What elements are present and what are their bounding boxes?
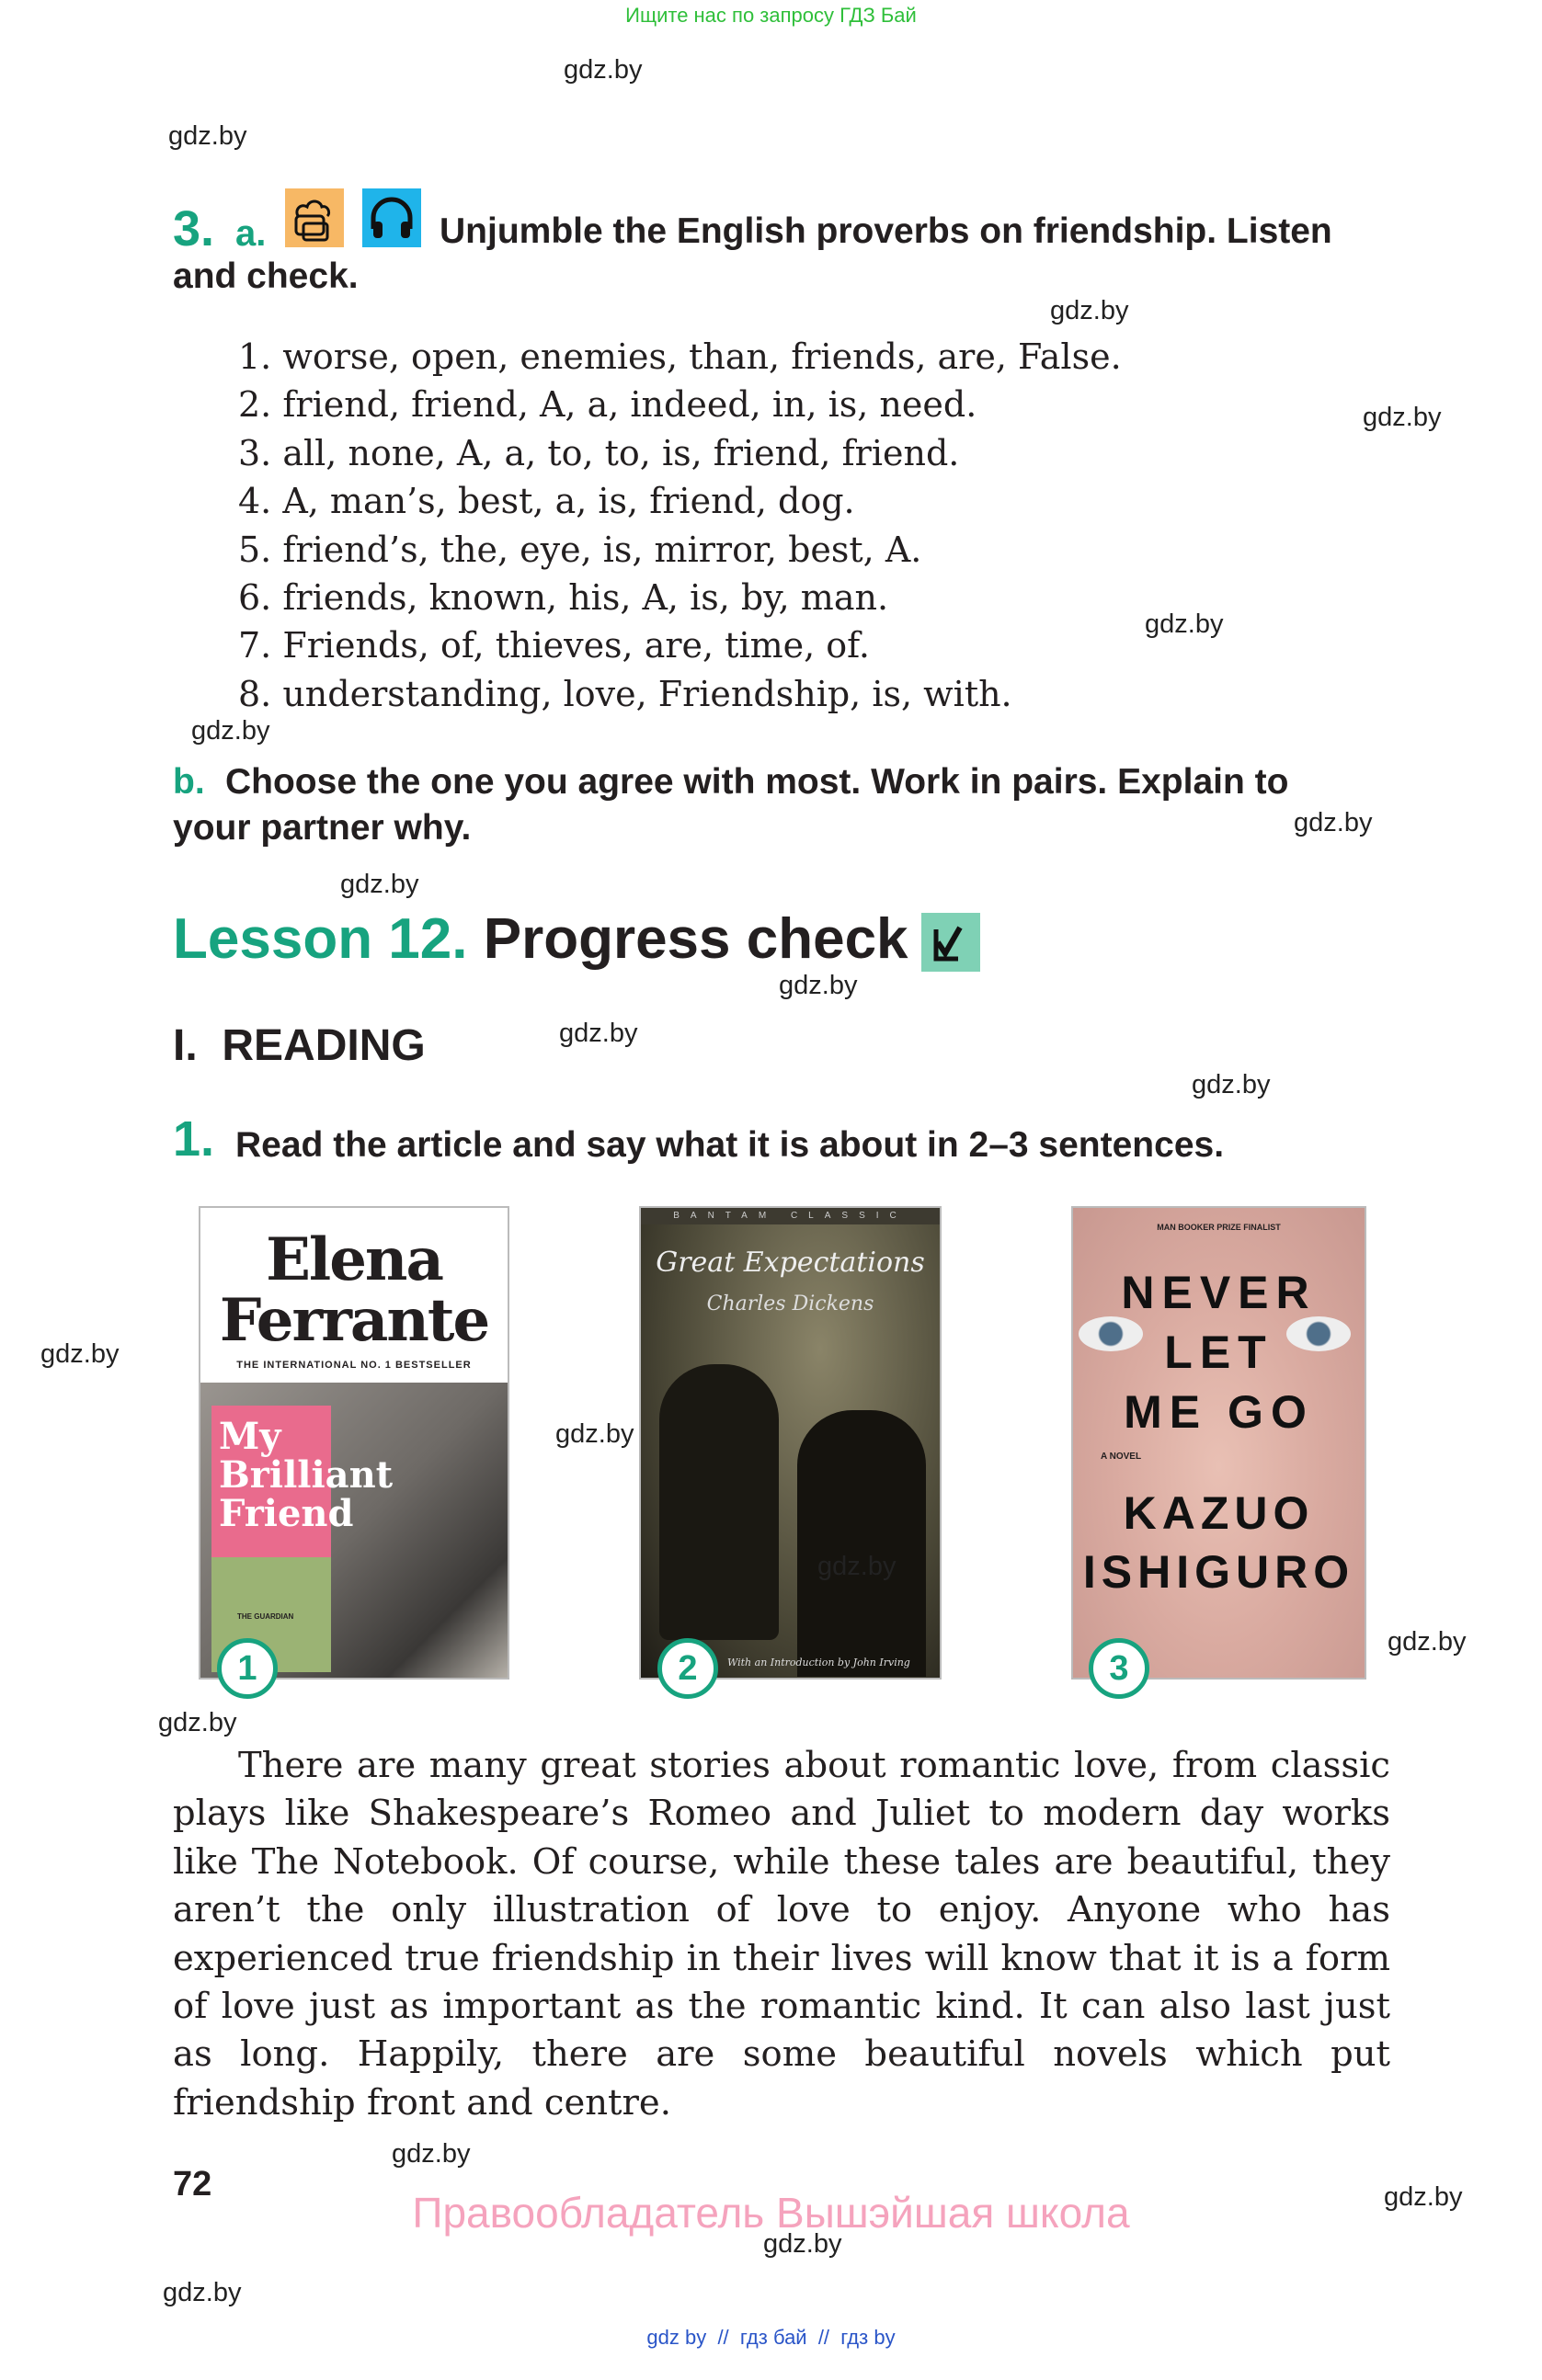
lesson-number: Lesson 12. xyxy=(173,907,468,971)
book-cover-never-let-me-go xyxy=(1071,1206,1366,1680)
book-label: A NOVEL xyxy=(1101,1452,1142,1462)
watermark: gdz.by xyxy=(340,870,419,899)
task3-instruction-line1: Unjumble the English proverbs on friendship. Listen xyxy=(440,211,1332,251)
book-number-badge: 2 xyxy=(657,1638,718,1699)
task3-instruction-line2: and check. xyxy=(173,256,359,296)
book-author: Charles Dickens xyxy=(706,1292,874,1315)
watermark: gdz.by xyxy=(163,2278,242,2307)
task3b-line2: your partner why. xyxy=(173,808,472,848)
list-item: 4. A, man’s, best, a, is, friend, dog. xyxy=(238,481,855,522)
book-series: BANTAM CLASSIC xyxy=(641,1208,940,1224)
book-number-badge: 3 xyxy=(1089,1638,1149,1699)
book-top-label: MAN BOOKER PRIZE FINALIST xyxy=(1157,1223,1281,1232)
proverb-list xyxy=(238,333,1122,718)
lesson-title: Progress check xyxy=(483,907,908,971)
book-title: Brilliant xyxy=(219,1453,394,1497)
watermark: gdz.by xyxy=(817,1552,897,1581)
watermark: gdz.by xyxy=(168,121,247,151)
watermark: gdz.by xyxy=(1363,403,1442,432)
watermark: gdz.by xyxy=(1145,609,1224,639)
book-author: KAZUO xyxy=(1123,1487,1315,1539)
book-author: ISHIGURO xyxy=(1082,1546,1355,1598)
watermark: gdz.by xyxy=(392,2139,471,2169)
task3b-line1: Choose the one you agree with most. Work in pairs. Explain to xyxy=(225,762,1289,802)
list-item: 8. understanding, love, Friendship, is, with. xyxy=(238,673,1012,714)
watermark: gdz.by xyxy=(40,1339,120,1369)
quote-source: THE GUARDIAN xyxy=(237,1612,294,1621)
list-item: 6. friends, known, his, A, is, by, man. xyxy=(238,577,889,619)
watermark: gdz.by xyxy=(1384,2182,1463,2212)
task-number: 3. xyxy=(173,201,215,256)
watermark: gdz.by xyxy=(1388,1627,1467,1657)
book-footer: With an Introduction by John Irving xyxy=(727,1657,910,1668)
lesson-heading xyxy=(173,906,908,972)
book-tag: THE INTERNATIONAL NO. 1 BESTSELLER xyxy=(236,1360,472,1371)
task1-number: 1. xyxy=(173,1111,215,1167)
pair-work-icon xyxy=(285,188,344,247)
footer-links: gdz by // гдз бай // гдз by xyxy=(646,2326,896,2349)
book-author: Elena xyxy=(266,1225,442,1294)
book-cover-great-expectations xyxy=(639,1206,942,1680)
list-item: 5. friend’s, the, eye, is, mirror, best, A. xyxy=(238,529,922,570)
watermark: gdz.by xyxy=(1192,1070,1271,1099)
watermark: gdz.by xyxy=(779,971,858,1000)
page-number: 72 xyxy=(173,2165,212,2203)
watermark: gdz.by xyxy=(564,55,643,85)
checkbox-icon xyxy=(921,913,980,972)
article-text: There are many great stories about romantic love, from classic plays like Shakespeare’s Romeo and Juliet to modern day works like The Notebook. Of course, while these tales are beautiful, they aren’t the only illustration of love to enjoy. Anyone who has experienced true friendship in their lives will know that it is a form of love just as important as the romantic kind. It can also last just as long. Happily, there are some beautiful novels which put friendship front and centre. xyxy=(173,1745,1390,2124)
watermark: gdz.by xyxy=(158,1708,237,1737)
watermark: gdz.by xyxy=(559,1019,638,1048)
book-title: ME GO xyxy=(1124,1386,1314,1438)
book-title: NEVER xyxy=(1121,1267,1317,1318)
watermark: gdz.by xyxy=(1294,808,1373,837)
book-cover-my-brilliant-friend xyxy=(199,1206,509,1680)
book-number-badge: 1 xyxy=(217,1638,278,1699)
task1-instruction: Read the article and say what it is about in 2–3 sentences. xyxy=(235,1125,1225,1165)
list-item: 3. all, none, A, a, to, to, is, friend, friend. xyxy=(238,432,960,473)
top-banner: Ищите нас по запросу ГДЗ Бай xyxy=(625,4,917,27)
copyright-notice: Правообладатель Вышэйшая школа xyxy=(412,2189,1130,2237)
list-item: 7. Friends, of, thieves, are, time, of. xyxy=(238,625,870,666)
watermark: gdz.by xyxy=(555,1419,634,1449)
task-sub-b: b. xyxy=(173,762,205,802)
section-heading: I. READING xyxy=(173,1021,426,1070)
book-title: My xyxy=(219,1415,281,1458)
list-item: 2. friend, friend, A, a, indeed, in, is, need. xyxy=(238,384,977,426)
book-title: LET xyxy=(1164,1327,1274,1378)
book-title: Great Expectations xyxy=(656,1247,925,1279)
watermark: gdz.by xyxy=(1050,296,1129,325)
watermark: gdz.by xyxy=(191,716,270,746)
headphones-icon xyxy=(362,188,421,247)
list-item: 1. worse, open, enemies, than, friends, are, False. xyxy=(238,336,1122,377)
book-title: Friend xyxy=(219,1492,354,1535)
watermark: gdz.by xyxy=(763,2229,842,2259)
book-author: Ferrante xyxy=(219,1286,489,1355)
task-sub-a: a. xyxy=(235,213,267,254)
